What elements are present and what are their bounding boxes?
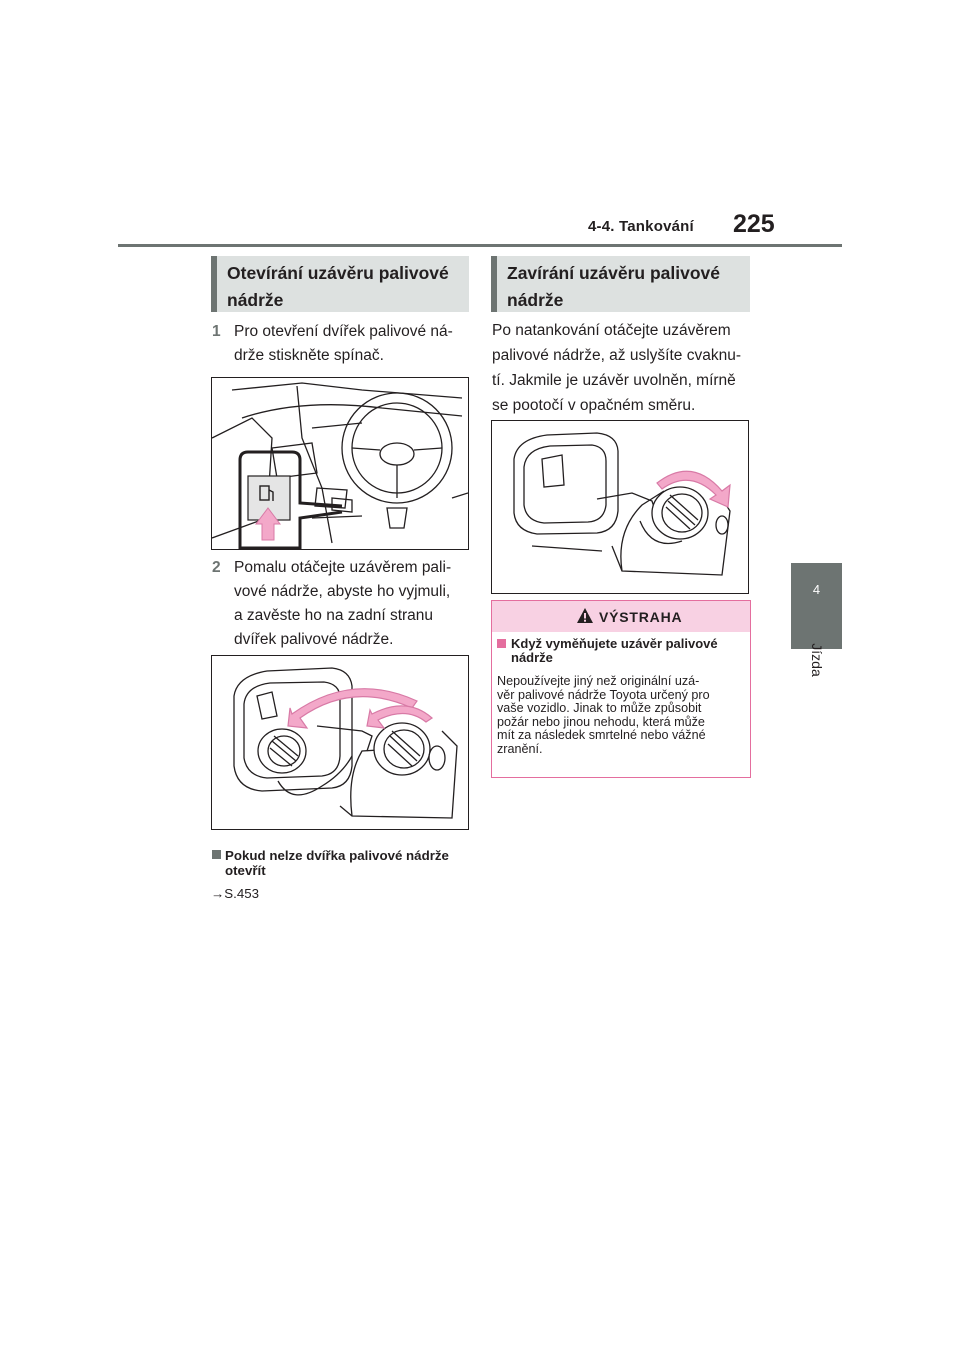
figure-fuel-door-switch: [211, 377, 469, 550]
fuel-cap-closing-illustration: [492, 421, 748, 593]
heading-line: Otevírání uzávěru palivové: [227, 263, 449, 283]
warning-line: mít za následek smrtelné nebo vážné: [497, 728, 706, 743]
section-heading-closing: [491, 256, 750, 312]
section-heading-opening: [211, 256, 469, 312]
step-text: [234, 320, 453, 368]
warning-line: věr palivové nádrže Toyota určený pro: [497, 687, 710, 702]
warning-line: vaše vozidlo. Jinak to může způsobit: [497, 701, 702, 716]
step-1: [212, 320, 470, 368]
warning-subheading-line: Když vyměňujete uzávěr palivové: [511, 636, 718, 651]
heading-line: nádrže: [507, 290, 564, 310]
note-heading-line: otevřít: [225, 863, 266, 878]
step-line: a zavěste ho na zadní stranu: [234, 607, 434, 624]
page-reference-link[interactable]: →S.453: [211, 886, 260, 901]
warning-title: VÝSTRAHA: [599, 609, 683, 625]
paragraph-line: se pootočí v opačném směru.: [492, 397, 696, 414]
step-2: [212, 556, 470, 652]
warning-subheading-text: [511, 637, 718, 665]
warning-line: požár nebo jinou nehodu, která může: [497, 714, 705, 729]
header-rule: [118, 244, 842, 247]
dashboard-illustration: [212, 378, 468, 549]
paragraph-line: palivové nádrže, až uslyšíte cvaknu-: [492, 347, 741, 364]
heading-line: nádrže: [227, 290, 284, 310]
step-number: 1: [212, 323, 221, 340]
step-line: dvířek palivové nádrže.: [234, 631, 394, 648]
step-line: Pro otevření dvířek palivové ná-: [234, 323, 453, 340]
step-line: Pomalu otáčejte uzávěrem pali-: [234, 559, 452, 576]
running-header-section: 4-4. Tankování: [588, 218, 694, 235]
warning-triangle-icon: [576, 607, 594, 624]
note-bullet-square: [212, 850, 221, 859]
note-heading-line: Pokud nelze dvířka palivové nádrže: [225, 848, 449, 863]
chapter-title: Jízda: [808, 643, 825, 677]
warning-subheading: [497, 637, 747, 669]
figure-remove-fuel-cap: [211, 655, 469, 830]
warning-bullet-square: [497, 639, 506, 648]
fuel-cap-removal-illustration: [212, 656, 468, 829]
warning-subheading-line: nádrže: [511, 650, 553, 665]
paragraph-line: tí. Jakmile je uzávěr uvolněn, mírně: [492, 372, 736, 389]
step-number: 2: [212, 559, 221, 576]
figure-close-fuel-cap: [491, 420, 749, 594]
chapter-number: 4: [812, 582, 821, 597]
step-text: [234, 556, 451, 652]
closing-paragraph: [492, 318, 754, 418]
page-number: 225: [733, 210, 775, 238]
note-heading-text: [225, 848, 449, 878]
heading-line: Zavírání uzávěru palivové: [507, 263, 721, 283]
warning-line: Nepoužívejte jiný než originální uzá-: [497, 674, 700, 688]
warning-body: [497, 675, 747, 757]
paragraph-line: Po natankování otáčejte uzávěrem: [492, 322, 731, 339]
warning-line: zranění.: [497, 741, 543, 756]
step-line: vové nádrže, abyste ho vyjmuli,: [234, 583, 451, 600]
note-heading: [212, 848, 472, 880]
warning-box: [491, 600, 751, 778]
step-line: drže stiskněte spínač.: [234, 347, 384, 364]
warning-header: [492, 601, 750, 632]
chapter-title-vertical: [791, 625, 842, 695]
